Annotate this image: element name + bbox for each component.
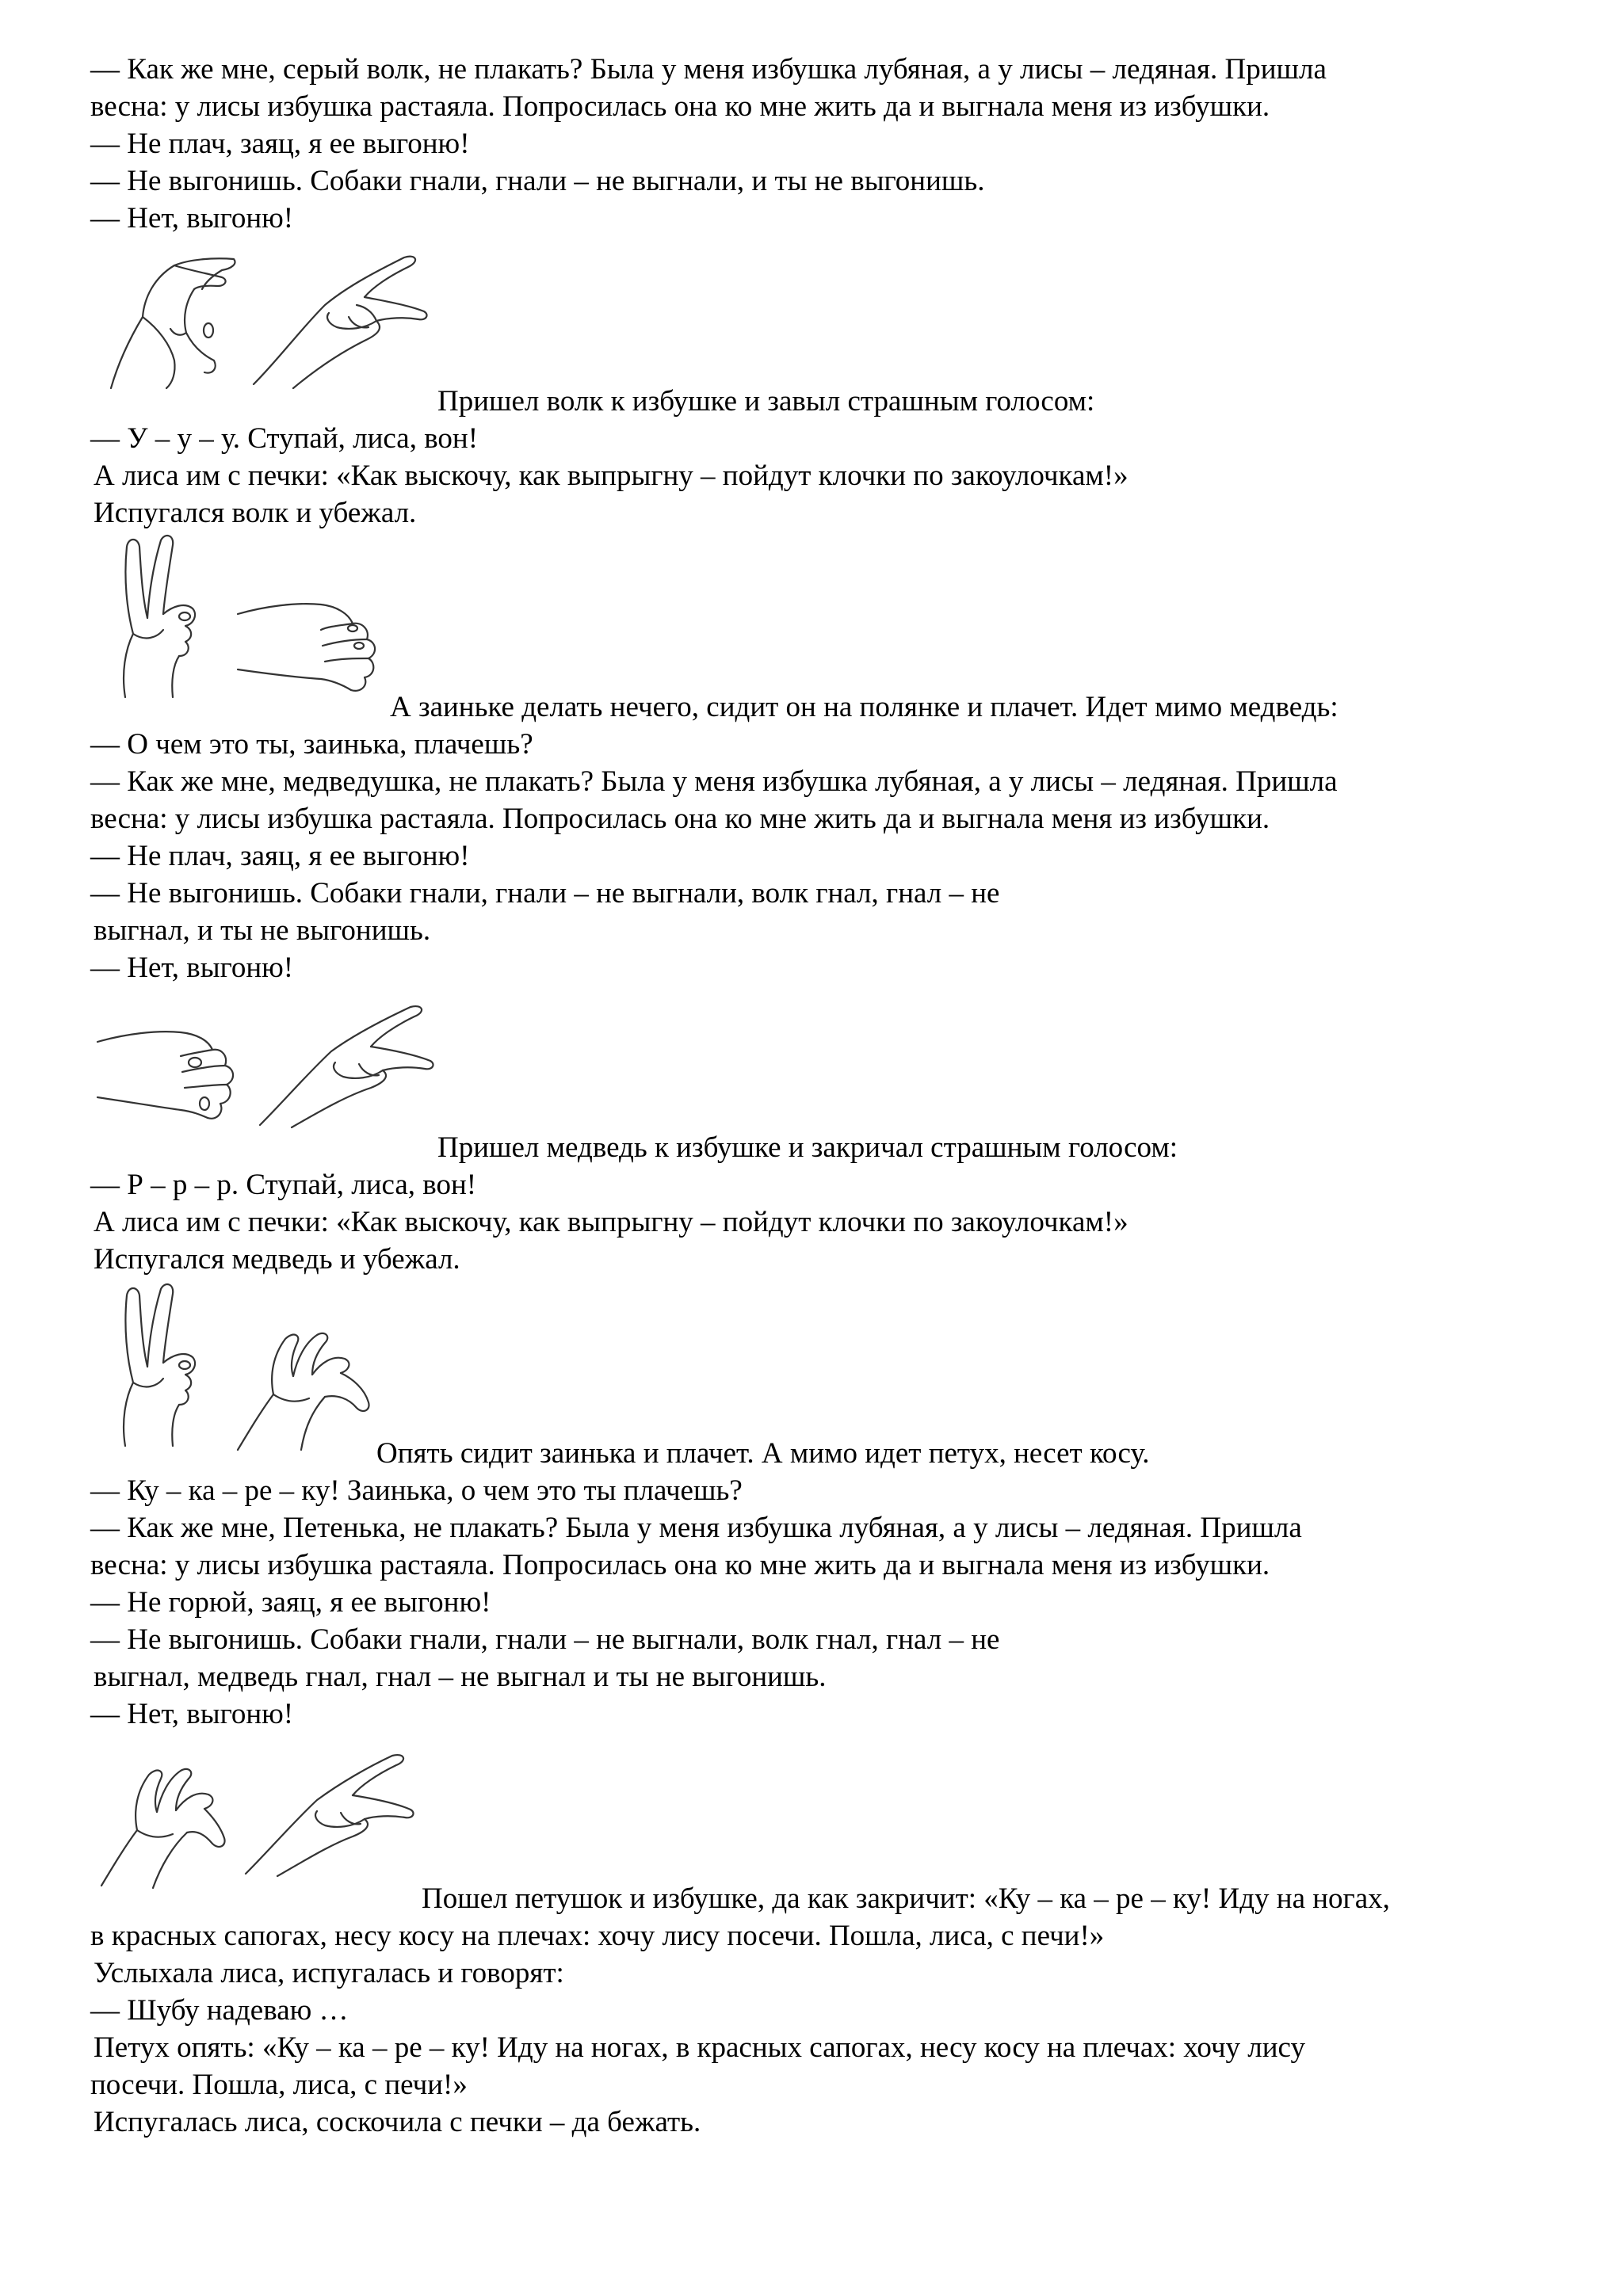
hand-beak-icon: [94, 1747, 236, 1890]
hand-pointing-icon: [238, 1743, 420, 1878]
hand-fist-icon: [94, 1010, 244, 1137]
figure-caption: Опять сидит заинька и плачет. А мимо идет петух, несет косу.: [376, 1437, 1150, 1470]
text-line: — Нет, выгоню!: [90, 202, 294, 235]
hand-two-fingers-icon: [109, 531, 220, 701]
text-line: — Не плач, заяц, я ее выгоню!: [90, 840, 470, 872]
figure-caption: А заиньке делать нечего, сидит он на полянке и плачет. Идет мимо медведь:: [390, 691, 1338, 723]
text-line: — Нет, выгоню!: [90, 1698, 294, 1730]
hand-two-fingers-icon: [109, 1280, 220, 1450]
text-line: — Ку – ка – ре – ку! Заинька, о чем это ты плачешь?: [90, 1474, 743, 1507]
hand-fist-icon: [234, 590, 392, 701]
text-line: — О чем это ты, заинька, плачешь?: [90, 728, 533, 761]
text-line: — У – у – у. Ступай, лиса, вон!: [90, 422, 479, 455]
text-line: — Не выгонишь. Собаки гнали, гнали – не выгнали, волк гнал, гнал – не: [90, 877, 1000, 910]
text-line: Петух опять: «Ку – ка – ре – ку! Иду на ногах, в красных сапогах, несу косу на плечах: хочу лису: [94, 2031, 1305, 2064]
hand-pointing-icon: [252, 994, 442, 1129]
figure-caption: Пошел петушок и избушке, да как закричит: «Ку – ка – ре – ку! Иду на ногах,: [422, 1882, 1390, 1915]
hand-pointing-icon: [246, 242, 436, 392]
text-line: весна: у лисы избушка растаяла. Попросилась она ко мне жить да и выгнала меня из избушки.: [90, 90, 1270, 123]
text-line: Испугался медведь и убежал.: [94, 1243, 460, 1276]
text-line: выгнал, медведь гнал, гнал – не выгнал и ты не выгонишь.: [94, 1661, 827, 1693]
text-line: — Как же мне, медведушка, не плакать? Была у меня избушка лубяная, а у лисы – ледяная. Пришла: [90, 765, 1338, 798]
figure-caption: Пришел медведь к избушке и закричал страшным голосом:: [437, 1131, 1178, 1164]
text-line: — Шубу надеваю …: [90, 1994, 349, 2027]
text-line: в красных сапогах, несу косу на плечах: хочу лису посечи. Пошла, лиса, с печи!»: [90, 1920, 1105, 1952]
text-line: — Не горюй, заяц, я ее выгоню!: [90, 1586, 491, 1619]
text-line: — Нет, выгоню!: [90, 952, 294, 984]
text-line: — Как же мне, серый волк, не плакать? Была у меня избушка лубяная, а у лисы – ледяная. Пришла: [90, 53, 1327, 86]
text-line: весна: у лисы избушка растаяла. Попросилась она ко мне жить да и выгнала меня из избушки.: [90, 803, 1270, 835]
text-line: Испугался волк и убежал.: [94, 497, 417, 529]
text-line: А лиса им с печки: «Как выскочу, как выпрыгну – пойдут клочки по закоулочкам!»: [94, 460, 1128, 492]
hand-pinch-icon: [95, 242, 254, 392]
text-line: весна: у лисы избушка растаяла. Попросилась она ко мне жить да и выгнала меня из избушки.: [90, 1549, 1270, 1581]
text-line: посечи. Пошла, лиса, с печи!»: [90, 2069, 468, 2101]
text-line: — Не плач, заяц, я ее выгоню!: [90, 128, 470, 160]
text-line: — Не выгонишь. Собаки гнали, гнали – не выгнали, волк гнал, гнал – не: [90, 1623, 1000, 1656]
text-line: Испугалась лиса, соскочила с печки – да бежать.: [94, 2106, 701, 2138]
figure-caption: Пришел волк к избушке и завыл страшным голосом:: [437, 385, 1095, 418]
text-line: Услыхала лиса, испугалась и говорят:: [94, 1957, 564, 1989]
hand-beak-icon: [230, 1303, 388, 1454]
text-line: — Как же мне, Петенька, не плакать? Была у меня избушка лубяная, а у лисы – ледяная. Пришла: [90, 1512, 1302, 1544]
text-line: — Не выгонишь. Собаки гнали, гнали – не выгнали, и ты не выгонишь.: [90, 165, 985, 197]
text-line: выгнал, и ты не выгонишь.: [94, 914, 431, 947]
text-line: А лиса им с печки: «Как выскочу, как выпрыгну – пойдут клочки по закоулочкам!»: [94, 1206, 1128, 1238]
text-line: — Р – р – р. Ступай, лиса, вон!: [90, 1169, 477, 1201]
